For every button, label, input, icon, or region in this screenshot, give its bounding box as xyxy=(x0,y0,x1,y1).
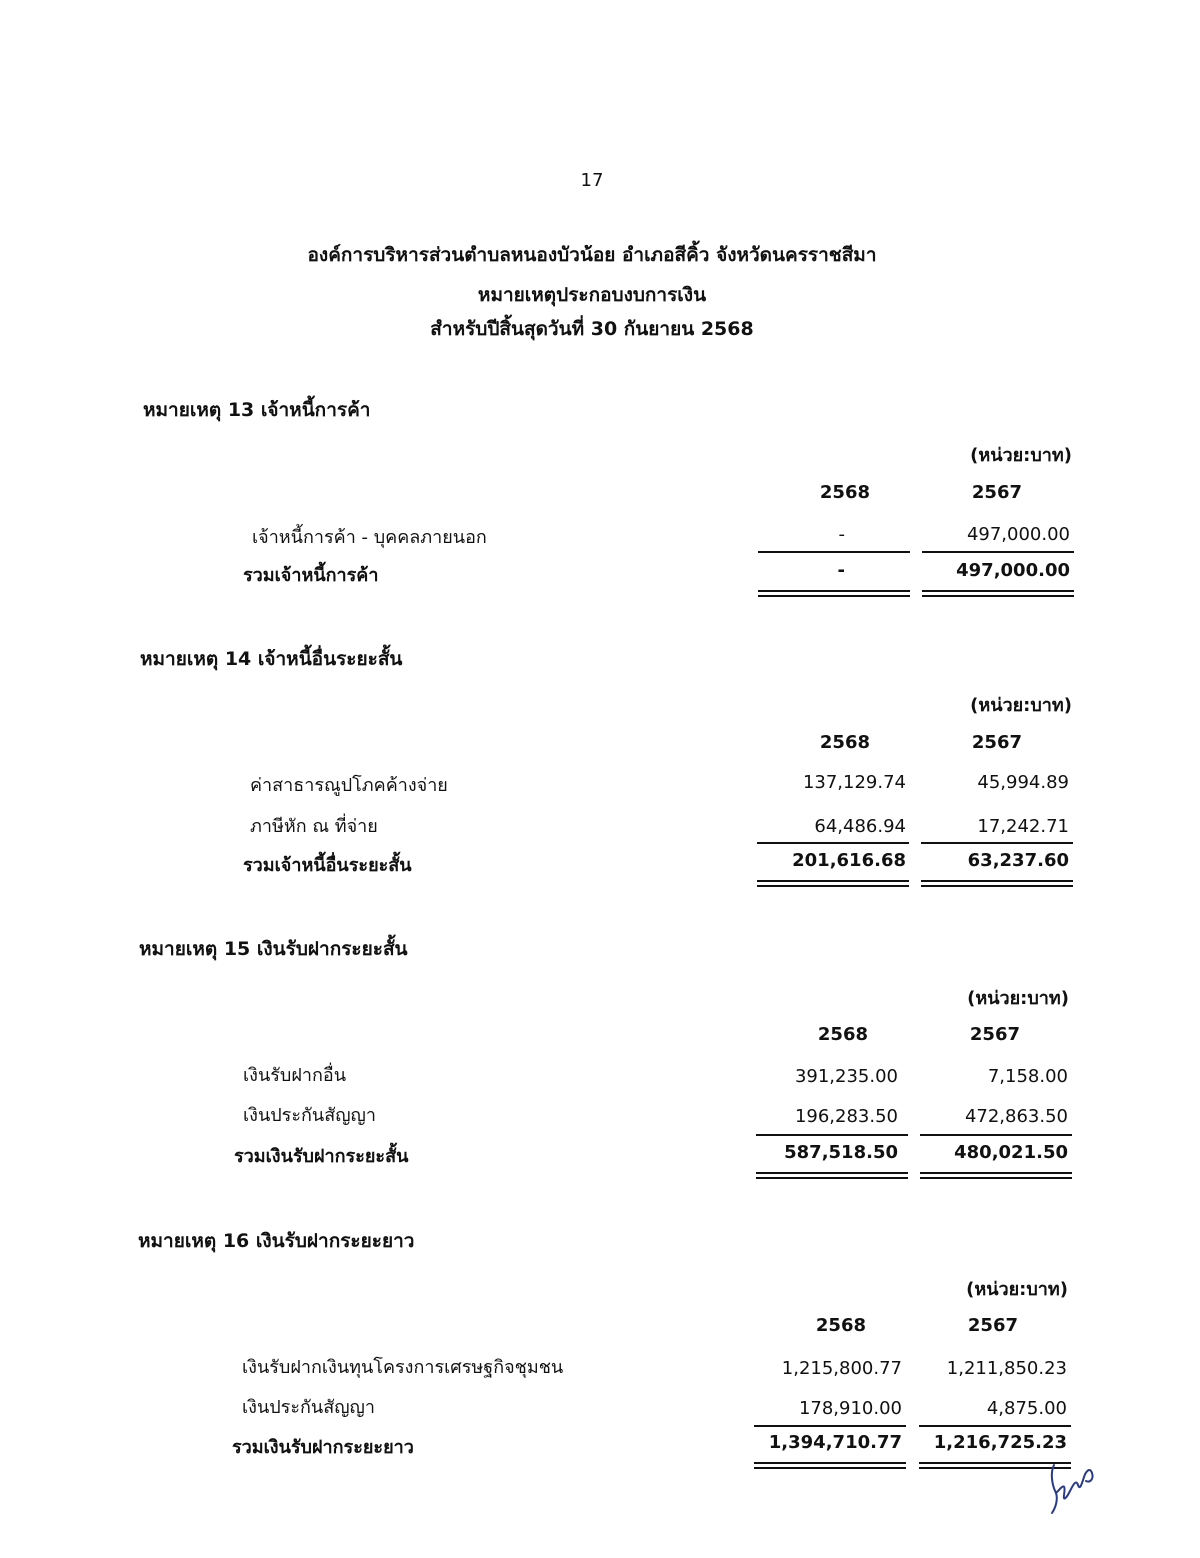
note-16-subtotal-rule-current xyxy=(754,1425,906,1427)
note-13-subtotal-rule-current xyxy=(758,551,910,553)
note-15-unit: (หน่วย:บาท) xyxy=(967,988,1069,1009)
note-13-subtotal-rule-prior xyxy=(922,551,1074,553)
note-16-total-current: 1,394,710.77 xyxy=(768,1432,902,1453)
note-16-unit: (หน่วย:บาท) xyxy=(966,1279,1068,1300)
note-15-item-1-label: เงินรับฝากอื่น xyxy=(243,1065,347,1086)
note-14-item-1-label: ค่าสาธารณูปโภคค้างจ่าย xyxy=(250,775,448,796)
note-14-total-current: 201,616.68 xyxy=(792,850,906,871)
note-15-total-prior: 480,021.50 xyxy=(954,1142,1068,1163)
note-16-item-1-label: เงินรับฝากเงินทุนโครงการเศรษฐกิจชุมชน xyxy=(242,1357,564,1378)
note-13-item-current: - xyxy=(838,524,845,545)
note-15-item-1-current: 391,235.00 xyxy=(794,1066,898,1087)
note-16-total-double-rule-current xyxy=(754,1462,906,1469)
note-16-total-prior: 1,216,725.23 xyxy=(933,1432,1067,1453)
note-15-item-1-prior: 7,158.00 xyxy=(987,1066,1068,1087)
document-title: หมายเหตุประกอบงบการเงิน xyxy=(477,284,707,306)
note-13-item-prior: 497,000.00 xyxy=(966,524,1070,545)
note-14-title: หมายเหตุ 14 เจ้าหนี้อื่นระยะสั้น xyxy=(140,648,403,670)
note-15-total-current: 587,518.50 xyxy=(784,1142,898,1163)
note-16-item-2-prior: 4,875.00 xyxy=(986,1398,1067,1419)
note-14-total-prior: 63,237.60 xyxy=(967,850,1069,871)
note-15-total-double-rule-prior xyxy=(920,1172,1072,1179)
note-14-unit: (หน่วย:บาท) xyxy=(970,695,1072,716)
note-15-total-label: รวมเงินรับฝากระยะสั้น xyxy=(234,1146,409,1167)
note-15-item-2-prior: 472,863.50 xyxy=(964,1106,1068,1127)
note-13-unit: (หน่วย:บาท) xyxy=(970,445,1072,466)
note-15-item-2-label: เงินประกันสัญญา xyxy=(243,1105,376,1126)
note-16-year-prior: 2567 xyxy=(967,1315,1018,1336)
note-15-title: หมายเหตุ 15 เงินรับฝากระยะสั้น xyxy=(139,938,408,960)
note-15-year-prior: 2567 xyxy=(969,1024,1020,1045)
note-14-year-prior: 2567 xyxy=(971,732,1022,753)
note-14-subtotal-rule-current xyxy=(757,842,909,844)
note-14-item-2-current: 64,486.94 xyxy=(814,816,906,837)
page-number: 17 xyxy=(580,170,604,191)
note-14-item-2-prior: 17,242.71 xyxy=(977,816,1069,837)
note-14-item-1-current: 137,129.74 xyxy=(802,772,906,793)
note-14-total-double-rule-prior xyxy=(921,880,1073,887)
note-16-item-2-current: 178,910.00 xyxy=(798,1398,902,1419)
note-14-subtotal-rule-prior xyxy=(921,842,1073,844)
note-15-subtotal-rule-current xyxy=(756,1134,908,1136)
note-16-title: หมายเหตุ 16 เงินรับฝากระยะยาว xyxy=(138,1230,415,1252)
note-13-total-double-rule-current xyxy=(758,590,910,597)
note-16-item-1-prior: 1,211,850.23 xyxy=(946,1358,1067,1379)
note-13-total-double-rule-prior xyxy=(922,590,1074,597)
note-13-total-prior: 497,000.00 xyxy=(956,560,1070,581)
note-13-title: หมายเหตุ 13 เจ้าหนี้การค้า xyxy=(143,399,371,421)
note-13-year-current: 2568 xyxy=(819,482,870,503)
handwritten-signature xyxy=(1040,1455,1100,1524)
note-16-total-label: รวมเงินรับฝากระยะยาว xyxy=(232,1437,414,1458)
note-16-year-current: 2568 xyxy=(815,1315,866,1336)
note-14-year-current: 2568 xyxy=(819,732,870,753)
note-16-item-1-current: 1,215,800.77 xyxy=(781,1358,902,1379)
note-16-subtotal-rule-prior xyxy=(919,1425,1071,1427)
note-14-item-1-prior: 45,994.89 xyxy=(977,772,1069,793)
note-13-year-prior: 2567 xyxy=(971,482,1022,503)
note-13-total-label: รวมเจ้าหนี้การค้า xyxy=(243,565,379,586)
note-14-total-double-rule-current xyxy=(757,880,909,887)
note-13-total-current: - xyxy=(837,560,845,581)
note-14-item-2-label: ภาษีหัก ณ ที่จ่าย xyxy=(250,816,378,837)
note-15-total-double-rule-current xyxy=(756,1172,908,1179)
note-13-item-label: เจ้าหนี้การค้า - บุคคลภายนอก xyxy=(252,527,487,548)
period-title: สำหรับปีสิ้นสุดวันที่ 30 กันยายน 2568 xyxy=(430,318,754,340)
note-15-year-current: 2568 xyxy=(817,1024,868,1045)
note-15-item-2-current: 196,283.50 xyxy=(794,1106,898,1127)
organization-title: องค์การบริหารส่วนตำบลหนองบัวน้อย อำเภอสีคิ้ว จังหวัดนครราชสีมา xyxy=(307,244,877,266)
note-15-subtotal-rule-prior xyxy=(920,1134,1072,1136)
note-16-item-2-label: เงินประกันสัญญา xyxy=(242,1397,375,1418)
note-14-total-label: รวมเจ้าหนี้อื่นระยะสั้น xyxy=(243,855,412,876)
